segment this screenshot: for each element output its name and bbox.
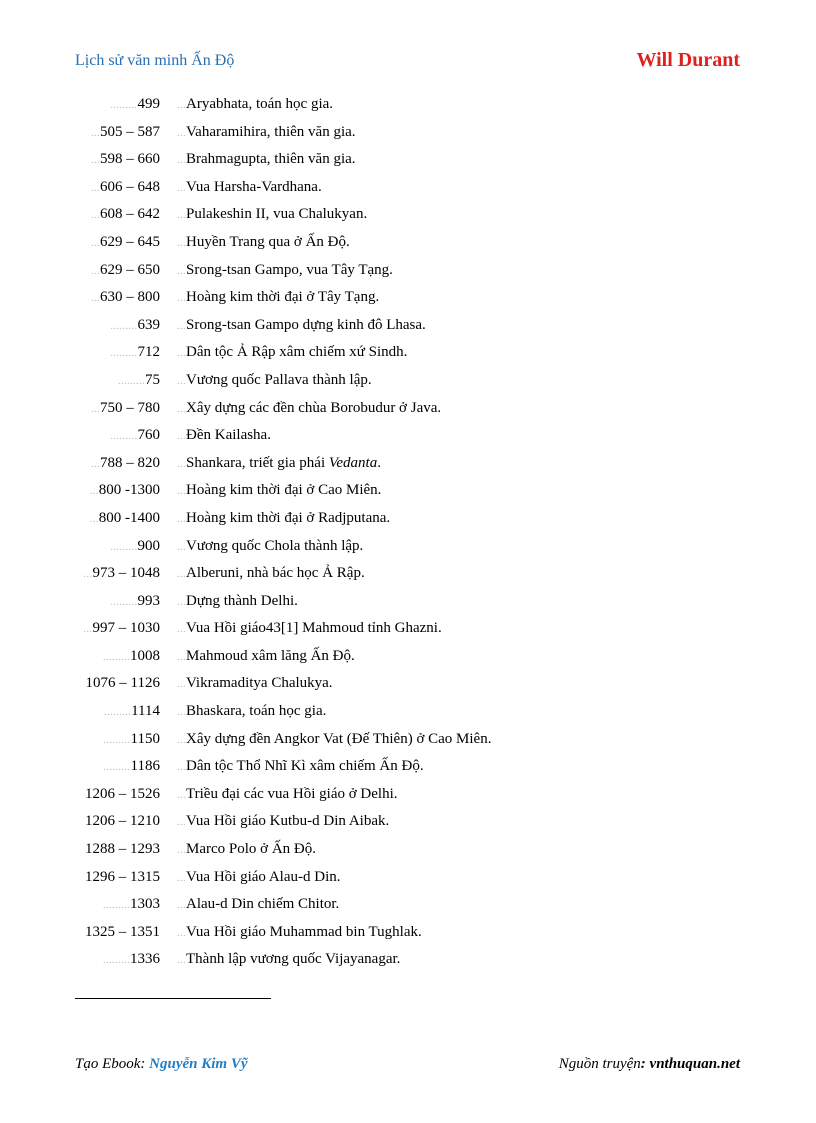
leader-dots: ......... bbox=[110, 541, 138, 553]
list-item bbox=[75, 204, 755, 232]
row-description-text: Srong-tsan Gampo, vua Tây Tạng. bbox=[186, 261, 393, 278]
leader-dots: ... bbox=[177, 210, 186, 222]
row-date bbox=[75, 729, 160, 751]
row-date bbox=[75, 922, 160, 944]
list-item bbox=[75, 315, 755, 343]
row-description bbox=[177, 480, 381, 502]
row-date-text: 800 -1400 bbox=[98, 509, 160, 526]
row-date-text: 1288 – 1293 bbox=[85, 841, 160, 858]
row-date bbox=[75, 425, 160, 447]
row-description-text: Marco Polo ở Ấn Độ. bbox=[186, 841, 317, 858]
row-date-text: 1303 bbox=[130, 896, 160, 913]
leader-dots: ... bbox=[177, 348, 186, 360]
row-date bbox=[75, 673, 160, 695]
row-date-text: 629 – 650 bbox=[100, 261, 160, 278]
leader-dots: ... bbox=[91, 293, 100, 305]
row-description-text: Vua Hồi giáo Muhammad bin Tughlak. bbox=[186, 923, 422, 940]
row-description-text: Xây dựng các đền chùa Borobudur ở Java. bbox=[186, 399, 442, 416]
list-item bbox=[75, 949, 755, 977]
leader-dots: ... bbox=[177, 513, 186, 525]
row-description bbox=[177, 536, 363, 558]
leader-dots: ... bbox=[177, 265, 186, 277]
row-description-text: Dân tộc Ả Rập xâm chiếm xứ Sindh. bbox=[186, 344, 408, 361]
footer-ebook-name: Nguyễn Kim Vỹ bbox=[149, 1056, 248, 1072]
list-item bbox=[75, 122, 755, 150]
list-item bbox=[75, 701, 755, 729]
list-item bbox=[75, 480, 755, 508]
row-date-text: 1008 bbox=[130, 647, 160, 664]
leader-dots: ... bbox=[91, 458, 100, 470]
row-description-text: Mahmoud xâm lăng Ấn Độ. bbox=[186, 647, 355, 664]
leader-dots: ... bbox=[177, 596, 186, 608]
row-date-text: 1206 – 1526 bbox=[85, 785, 160, 802]
row-description bbox=[177, 784, 398, 806]
leader-dots: ... bbox=[89, 513, 99, 525]
row-description bbox=[177, 315, 426, 337]
row-description-text: Thành lập vương quốc Vijayanagar. bbox=[186, 951, 401, 968]
leader-dots: ... bbox=[177, 679, 186, 691]
row-date bbox=[75, 894, 160, 916]
leader-dots: ... bbox=[91, 265, 100, 277]
row-date bbox=[75, 398, 160, 420]
row-date-text: 598 – 660 bbox=[100, 151, 160, 168]
leader-dots: ... bbox=[177, 707, 186, 719]
row-description bbox=[177, 811, 389, 833]
list-item bbox=[75, 370, 755, 398]
list-item bbox=[75, 260, 755, 288]
list-item bbox=[75, 784, 755, 812]
leader-dots: ... bbox=[177, 651, 186, 663]
row-description bbox=[177, 260, 393, 282]
leader-dots: ... bbox=[177, 872, 186, 884]
footer-source-site[interactable]: vnthuquan.net bbox=[649, 1056, 740, 1072]
row-date-text: 1206 – 1210 bbox=[85, 813, 160, 830]
row-date bbox=[75, 453, 160, 475]
row-description-text: Vua Hồi giáo Kutbu-d Din Aibak. bbox=[186, 813, 390, 830]
row-date bbox=[75, 784, 160, 806]
row-date bbox=[75, 949, 160, 971]
list-item bbox=[75, 177, 755, 205]
row-date bbox=[75, 839, 160, 861]
row-description bbox=[177, 729, 491, 751]
leader-dots: ......... bbox=[103, 734, 131, 746]
row-description bbox=[177, 922, 422, 944]
row-date-text: 800 -1300 bbox=[98, 482, 160, 499]
leader-dots: ... bbox=[91, 182, 100, 194]
row-date-text: 75 bbox=[145, 371, 160, 388]
row-date bbox=[75, 701, 160, 723]
row-description-text: Shankara, triết gia phái bbox=[186, 454, 329, 471]
row-date-text: 750 – 780 bbox=[100, 399, 160, 416]
leader-dots: ... bbox=[177, 155, 186, 167]
leader-dots: ... bbox=[177, 541, 186, 553]
row-date bbox=[75, 646, 160, 668]
leader-dots: ... bbox=[177, 762, 186, 774]
leader-dots: ... bbox=[177, 569, 186, 581]
row-description-text: Vikramaditya Chalukya. bbox=[186, 675, 333, 692]
row-date-text: 630 – 800 bbox=[100, 289, 160, 306]
leader-dots: ... bbox=[177, 100, 186, 111]
row-description-text: Alberuni, nhà bác học Ả Rập. bbox=[186, 565, 365, 582]
list-item bbox=[75, 453, 755, 481]
row-date bbox=[75, 591, 160, 613]
row-date bbox=[75, 563, 160, 585]
row-date bbox=[75, 508, 160, 530]
list-item bbox=[75, 425, 755, 453]
list-item bbox=[75, 287, 755, 315]
row-description bbox=[177, 591, 298, 613]
row-date-text: 973 – 1048 bbox=[92, 565, 160, 582]
row-description bbox=[177, 673, 333, 695]
row-description bbox=[177, 508, 390, 530]
row-date bbox=[75, 480, 160, 502]
leader-dots: ... bbox=[177, 237, 186, 249]
row-description-text: Vương quốc Chola thành lập. bbox=[186, 537, 364, 554]
row-description-italic: Vedanta bbox=[328, 454, 378, 471]
row-description-text: Vaharamihira, thiên văn gia. bbox=[186, 123, 356, 140]
leader-dots: ......... bbox=[118, 375, 145, 387]
list-item bbox=[75, 646, 755, 674]
row-date-text: 629 – 645 bbox=[100, 233, 160, 250]
row-date bbox=[75, 618, 160, 640]
row-date-text: 900 bbox=[137, 537, 160, 554]
leader-dots: ... bbox=[91, 127, 100, 139]
leader-dots: ......... bbox=[103, 955, 130, 967]
row-description bbox=[177, 425, 271, 447]
row-description-text: Alau-d Din chiếm Chitor. bbox=[186, 896, 340, 913]
list-item bbox=[75, 342, 755, 370]
row-description bbox=[177, 867, 341, 889]
row-date-text: 1150 bbox=[130, 730, 160, 747]
list-item bbox=[75, 673, 755, 701]
leader-dots: ... bbox=[177, 845, 186, 857]
row-date-text: 712 bbox=[137, 344, 160, 361]
row-date bbox=[75, 260, 160, 282]
row-description bbox=[177, 232, 350, 254]
row-description-text: Vua Hồi giáo Alau-d Din. bbox=[186, 868, 341, 885]
footer-source-label: Nguồn truyện bbox=[558, 1056, 641, 1072]
leader-dots: ... bbox=[177, 375, 186, 387]
row-date bbox=[75, 342, 160, 364]
row-description bbox=[177, 149, 356, 171]
row-date bbox=[75, 204, 160, 226]
row-description-text: Vua Harsha-Vardhana. bbox=[186, 178, 322, 195]
row-date-text: 608 – 642 bbox=[100, 206, 160, 223]
row-description-text: Dựng thành Delhi. bbox=[186, 592, 298, 609]
row-date-text: 760 bbox=[137, 427, 160, 444]
row-description bbox=[177, 287, 379, 309]
row-description-text: Pulakeshin II, vua Chalukyan. bbox=[186, 206, 368, 223]
leader-dots: ... bbox=[177, 403, 186, 415]
row-description-text: Hoàng kim thời đại ở Tây Tạng. bbox=[186, 289, 380, 306]
leader-dots: ... bbox=[83, 624, 93, 636]
row-description-text: Xây dựng đền Angkor Vat (Đế Thiên) ở Cao Miên. bbox=[186, 730, 492, 747]
row-description bbox=[177, 756, 424, 778]
chronology-list bbox=[75, 94, 755, 977]
row-date bbox=[75, 287, 160, 309]
row-description bbox=[177, 370, 372, 392]
row-description-text: Bhaskara, toán học gia. bbox=[186, 703, 327, 720]
leader-dots: ... bbox=[89, 486, 99, 498]
row-description bbox=[177, 122, 356, 144]
row-date-text: 788 – 820 bbox=[100, 454, 160, 471]
book-title: Lịch sử văn minh Ấn Độ bbox=[75, 52, 235, 69]
row-description-text: Hoàng kim thời đại ở Cao Miên. bbox=[186, 482, 382, 499]
leader-dots: ......... bbox=[110, 431, 138, 443]
leader-dots: ......... bbox=[103, 900, 130, 912]
row-date bbox=[75, 177, 160, 199]
row-date-text: 1186 bbox=[130, 758, 160, 775]
row-description bbox=[177, 894, 339, 916]
leader-dots: ......... bbox=[110, 320, 138, 332]
row-description bbox=[177, 177, 322, 199]
row-date bbox=[75, 94, 160, 116]
list-item bbox=[75, 536, 755, 564]
row-date-text: 1114 bbox=[131, 703, 160, 720]
row-date bbox=[75, 756, 160, 778]
row-description bbox=[177, 342, 407, 364]
row-date-text: 499 bbox=[137, 96, 160, 112]
row-description bbox=[177, 94, 333, 116]
row-description-end: . bbox=[377, 454, 381, 471]
row-date bbox=[75, 149, 160, 171]
list-item bbox=[75, 618, 755, 646]
row-description-text: Hoàng kim thời đại ở Radjputana. bbox=[186, 509, 391, 526]
list-item bbox=[75, 867, 755, 895]
row-date-text: 505 – 587 bbox=[100, 123, 160, 140]
leader-dots: ... bbox=[177, 320, 186, 332]
row-description-text: Srong-tsan Gampo dựng kinh đô Lhasa. bbox=[186, 316, 426, 333]
footer-ebook-separator: : bbox=[140, 1056, 150, 1072]
leader-dots: ... bbox=[177, 458, 186, 470]
list-item bbox=[75, 94, 755, 122]
row-date-text: 1296 – 1315 bbox=[85, 868, 160, 885]
row-date-text: 1076 – 1126 bbox=[85, 675, 160, 692]
list-item bbox=[75, 839, 755, 867]
list-item bbox=[75, 894, 755, 922]
footer-source-credit bbox=[559, 1056, 740, 1073]
leader-dots: ......... bbox=[104, 707, 132, 719]
row-description-text: Vua Hồi giáo43[1] Mahmoud tỉnh Ghazni. bbox=[186, 620, 442, 637]
row-description bbox=[177, 563, 365, 585]
leader-dots: ... bbox=[177, 789, 186, 801]
row-date bbox=[75, 315, 160, 337]
row-date-text: 993 bbox=[137, 592, 160, 609]
row-description-text: Triều đại các vua Hồi giáo ở Delhi. bbox=[186, 785, 398, 802]
leader-dots: ... bbox=[91, 237, 100, 249]
leader-dots: ... bbox=[177, 431, 186, 443]
footnote-divider bbox=[75, 998, 271, 999]
list-item bbox=[75, 922, 755, 950]
row-description-text: Aryabhata, toán học gia. bbox=[186, 96, 334, 112]
row-date bbox=[75, 867, 160, 889]
row-date-text: 606 – 648 bbox=[100, 178, 160, 195]
list-item bbox=[75, 729, 755, 757]
leader-dots: ... bbox=[177, 900, 186, 912]
row-description-text: Đền Kailasha. bbox=[186, 427, 271, 444]
row-date-text: 1336 bbox=[130, 951, 160, 968]
leader-dots: ... bbox=[177, 734, 186, 746]
row-date bbox=[75, 536, 160, 558]
leader-dots: ... bbox=[177, 293, 186, 305]
leader-dots: ... bbox=[83, 569, 93, 581]
row-description bbox=[177, 701, 326, 723]
leader-dots: ......... bbox=[103, 651, 130, 663]
leader-dots: ......... bbox=[110, 596, 138, 608]
leader-dots: ... bbox=[91, 210, 100, 222]
leader-dots: ... bbox=[177, 127, 186, 139]
row-date bbox=[75, 370, 160, 392]
list-item bbox=[75, 232, 755, 260]
list-item bbox=[75, 563, 755, 591]
leader-dots: ... bbox=[91, 403, 100, 415]
row-description bbox=[177, 204, 367, 226]
row-description-text: Brahmagupta, thiên văn gia. bbox=[186, 151, 356, 168]
leader-dots: ......... bbox=[110, 348, 138, 360]
list-item bbox=[75, 811, 755, 839]
list-item bbox=[75, 591, 755, 619]
footer-source-separator: : bbox=[640, 1056, 650, 1072]
leader-dots: ... bbox=[177, 955, 186, 967]
list-item bbox=[75, 149, 755, 177]
row-description-text: Vương quốc Pallava thành lập. bbox=[186, 371, 372, 388]
row-date-text: 1325 – 1351 bbox=[85, 923, 160, 940]
list-item bbox=[75, 508, 755, 536]
row-description bbox=[177, 646, 355, 668]
row-description-text: Huyền Trang qua ở Ấn Độ. bbox=[186, 233, 350, 250]
row-description-text: Dân tộc Thổ Nhĩ Kì xâm chiếm Ấn Độ. bbox=[186, 758, 424, 775]
leader-dots: ... bbox=[177, 624, 186, 636]
row-date bbox=[75, 232, 160, 254]
row-date-text: 997 – 1030 bbox=[92, 620, 160, 637]
leader-dots: ... bbox=[177, 817, 186, 829]
row-description bbox=[177, 453, 381, 475]
leader-dots: ... bbox=[91, 155, 100, 167]
author-name: Will Durant bbox=[636, 49, 740, 71]
row-date bbox=[75, 122, 160, 144]
leader-dots: ... bbox=[177, 182, 186, 194]
row-date-text: 639 bbox=[137, 316, 160, 333]
row-date bbox=[75, 811, 160, 833]
list-item bbox=[75, 398, 755, 426]
list-item bbox=[75, 756, 755, 784]
row-description bbox=[177, 618, 442, 640]
row-description bbox=[177, 839, 316, 861]
leader-dots: ......... bbox=[110, 100, 138, 111]
leader-dots: ......... bbox=[103, 762, 131, 774]
row-description bbox=[177, 398, 441, 420]
footer-ebook-credit bbox=[75, 1056, 248, 1073]
footer-ebook-label: Tạo Ebook bbox=[75, 1056, 141, 1072]
leader-dots: ... bbox=[177, 927, 186, 939]
row-description bbox=[177, 949, 400, 971]
leader-dots: ... bbox=[177, 486, 186, 498]
